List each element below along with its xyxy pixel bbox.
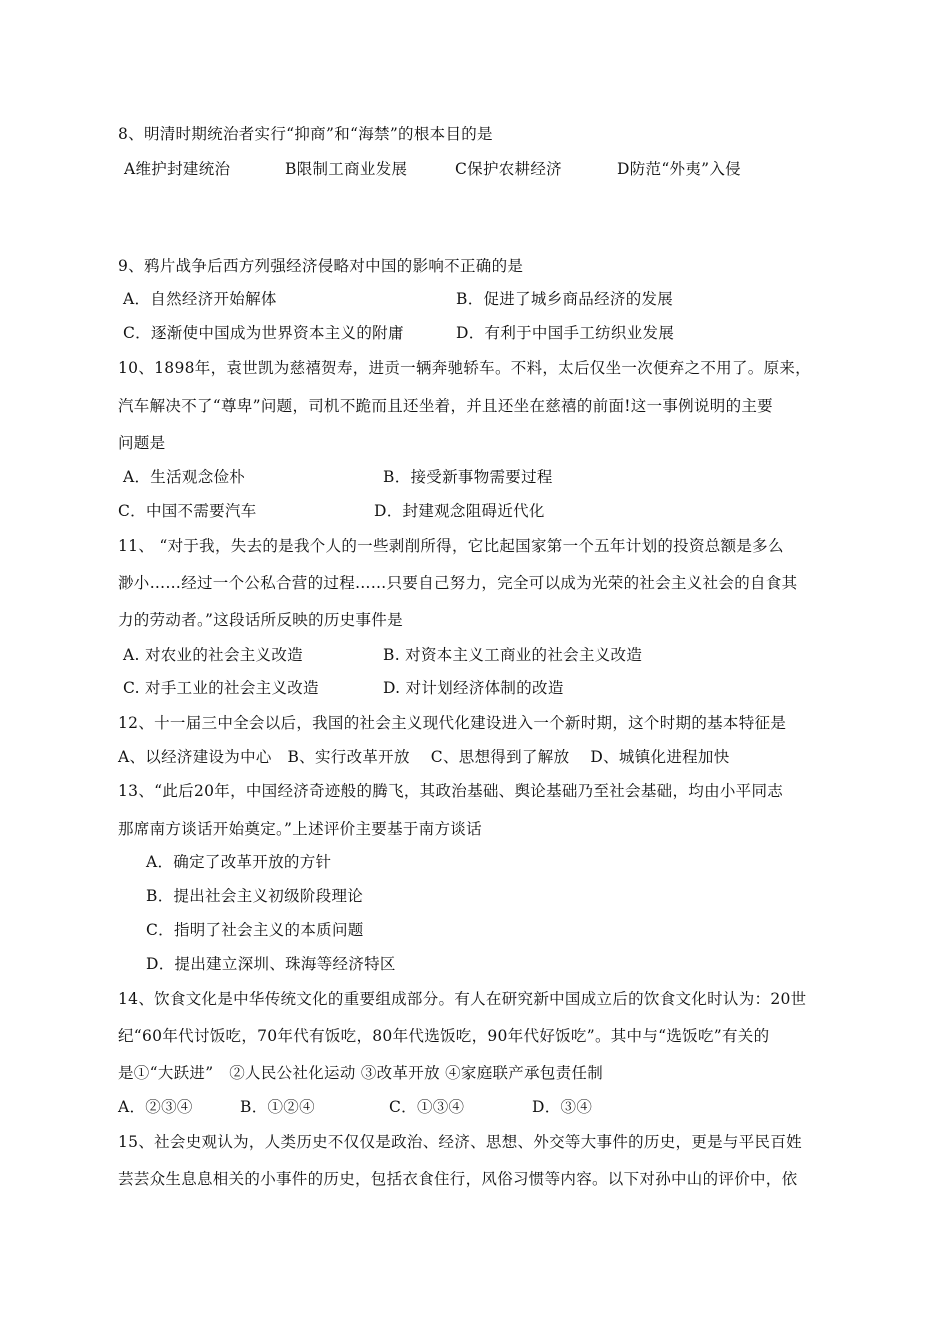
q14-option-c: C．①③④ xyxy=(389,1098,465,1116)
q9-option-a: A．自然经济开始解体 xyxy=(123,290,277,308)
q13-option-a: A．确定了改革开放的方针 xyxy=(146,853,332,871)
q10-line-2: 汽车解决不了“尊卑”问题，司机不跪而且还坐着，并且还坐在慈禧的前面!这一事例说明的主要 xyxy=(118,397,773,415)
q14-option-a: A．②③④ xyxy=(118,1098,193,1116)
q8-option-a: A维护封建统治 xyxy=(124,160,231,178)
q11-line-1: 11、 “对于我，失去的是我个人的一些剥削所得，它比起国家第一个五年计划的投资总额是多么 xyxy=(118,537,784,555)
q14-option-d: D．③④ xyxy=(532,1098,593,1116)
q10-line-1: 10、1898年，袁世凯为慈禧贺寿，进贡一辆奔驰轿车。不料，太后仅坐一次便弃之不用了。原来， xyxy=(118,359,811,377)
q11-line-3: 力的劳动者。”这段话所反映的历史事件是 xyxy=(118,611,403,629)
q10-line-3: 问题是 xyxy=(118,434,166,452)
q8-option-b: B限制工商业发展 xyxy=(285,160,408,178)
q10-option-a: A．生活观念俭朴 xyxy=(123,468,246,486)
q8-option-d: D防范“外夷”入侵 xyxy=(617,160,741,178)
q11-option-b: B. 对资本主义工商业的社会主义改造 xyxy=(383,646,643,664)
q14-line-1: 14、饮食文化是中华传统文化的重要组成部分。有人在研究新中国成立后的饮食文化时认为：20世 xyxy=(118,990,807,1008)
q9-option-c: C．逐渐使中国成为世界资本主义的附庸 xyxy=(123,324,404,342)
q14-line-3: 是①“大跃进” ②人民公社化运动 ③改革开放 ④家庭联产承包责任制 xyxy=(118,1064,604,1082)
q11-line-2: 渺小……经过一个公私合营的过程……只要自己努力，完全可以成为光荣的社会主义社会的自食其 xyxy=(118,574,798,592)
q10-option-d: D．封建观念阻碍近代化 xyxy=(374,502,545,520)
q8-option-c: C保护农耕经济 xyxy=(455,160,562,178)
q9-option-b: B．促进了城乡商品经济的发展 xyxy=(456,290,674,308)
q13-line-2: 那席南方谈话开始奠定。”上述评价主要基于南方谈话 xyxy=(118,820,482,838)
q13-option-b: B．提出社会主义初级阶段理论 xyxy=(146,887,364,905)
q14-line-2: 纪“60年代讨饭吃，70年代有饭吃，80年代选饭吃，90年代好饭吃”。其中与“选饭吃”有关的 xyxy=(118,1027,770,1045)
q15-line-2: 芸芸众生息息相关的小事件的历史，包括衣食住行，风俗习惯等内容。以下对孙中山的评价中，依 xyxy=(118,1170,798,1188)
q14-option-b: B．①②④ xyxy=(240,1098,315,1116)
q12-options: A、以经济建设为中心 B、实行改革开放 C、思想得到了解放 D、城镇化进程加快 xyxy=(118,748,730,766)
q10-option-b: B．接受新事物需要过程 xyxy=(383,468,553,486)
q8-stem: 8、明清时期统治者实行“抑商”和“海禁”的根本目的是 xyxy=(118,125,493,143)
q15-line-1: 15、社会史观认为，人类历史不仅仅是政治、经济、思想、外交等大事件的历史，更是与平民百姓 xyxy=(118,1133,802,1151)
q13-option-c: C．指明了社会主义的本质问题 xyxy=(146,921,364,939)
q11-option-d: D. 对计划经济体制的改造 xyxy=(383,679,564,697)
q9-stem: 9、鸦片战争后西方列强经济侵略对中国的影响不正确的是 xyxy=(118,257,524,275)
q11-option-c: C. 对手工业的社会主义改造 xyxy=(123,679,319,697)
q12-stem: 12、十一届三中全会以后，我国的社会主义现代化建设进入一个新时期，这个时期的基本特征是 xyxy=(118,714,787,732)
q9-option-d: D．有利于中国手工纺织业发展 xyxy=(456,324,675,342)
q13-option-d: D．提出建立深圳、珠海等经济特区 xyxy=(146,955,396,973)
q11-option-a: A. 对农业的社会主义改造 xyxy=(123,646,303,664)
q13-line-1: 13、“此后20年，中国经济奇迹般的腾飞，其政治基础、舆论基础乃至社会基础，均由小平同志 xyxy=(118,782,784,800)
q10-option-c: C．中国不需要汽车 xyxy=(118,502,257,520)
